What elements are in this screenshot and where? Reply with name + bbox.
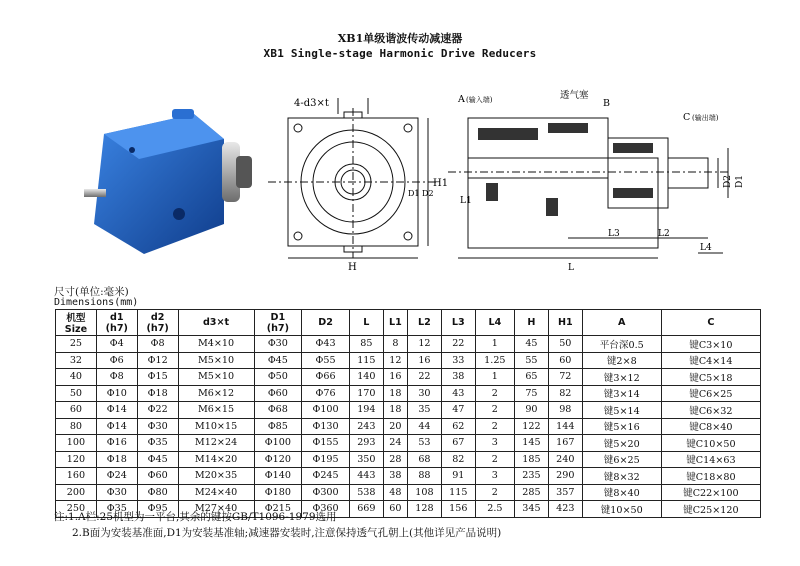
header-bottom: (h7)	[266, 322, 289, 334]
table-cell: 60	[548, 352, 582, 369]
table-cell: 键5×20	[582, 435, 661, 452]
table-cell: 194	[349, 402, 383, 419]
header-bottom: Size	[64, 324, 88, 335]
header-top: L4	[488, 317, 502, 328]
table-cell: 20	[383, 418, 407, 435]
table-cell: M10×15	[178, 418, 254, 435]
table-cell: 键C25×120	[661, 501, 760, 518]
table-cell: 144	[548, 418, 582, 435]
table-cell: 156	[441, 501, 475, 518]
table-header-cell	[383, 310, 407, 336]
header-top: D1	[270, 311, 286, 323]
table-cell: 25	[56, 336, 97, 353]
table-cell: 43	[441, 385, 475, 402]
header-top: d1	[110, 311, 124, 323]
table-row	[56, 336, 761, 353]
header-top: L1	[388, 317, 402, 328]
table-cell: Φ10	[96, 385, 137, 402]
table-cell: Φ195	[302, 451, 350, 468]
table-cell: Φ80	[137, 484, 178, 501]
header-bottom: (h7)	[105, 322, 128, 334]
side-dim-l1: L1	[460, 196, 472, 206]
table-cell: 键8×32	[582, 468, 661, 485]
table-cell: 键3×14	[582, 385, 661, 402]
table-cell: M6×12	[178, 385, 254, 402]
table-cell: 38	[441, 369, 475, 386]
table-cell: 键C6×32	[661, 402, 760, 419]
table-cell: Φ45	[254, 352, 302, 369]
table-row	[56, 484, 761, 501]
side-dim-l: L	[568, 263, 574, 273]
table-cell: Φ14	[96, 418, 137, 435]
table-cell: 293	[349, 435, 383, 452]
table-cell: 62	[441, 418, 475, 435]
table-cell: 50	[56, 385, 97, 402]
table-cell: 2	[475, 484, 514, 501]
table-cell: 键C22×100	[661, 484, 760, 501]
table-cell: Φ60	[254, 385, 302, 402]
table-header-cell	[441, 310, 475, 336]
table-header-cell	[407, 310, 441, 336]
table-cell: 108	[407, 484, 441, 501]
table-cell: 键C4×14	[661, 352, 760, 369]
table-row	[56, 435, 761, 452]
table-cell: 115	[349, 352, 383, 369]
table-cell: 2	[475, 451, 514, 468]
table-cell: 键8×40	[582, 484, 661, 501]
table-cell: 18	[383, 385, 407, 402]
table-cell: 22	[441, 336, 475, 353]
table-cell: Φ8	[96, 369, 137, 386]
table-header-cell	[137, 310, 178, 336]
table-cell: Φ100	[302, 402, 350, 419]
table-cell: 167	[548, 435, 582, 452]
table-cell: 122	[514, 418, 548, 435]
table-cell: Φ55	[302, 352, 350, 369]
table-cell: Φ30	[96, 484, 137, 501]
table-cell: 669	[349, 501, 383, 518]
table-row	[56, 468, 761, 485]
table-cell: 2.5	[475, 501, 514, 518]
table-header-cell	[475, 310, 514, 336]
table-cell: 38	[383, 468, 407, 485]
side-label-c: C	[683, 112, 691, 123]
dimensions-label-cn: 尺寸(单位:毫米)	[54, 286, 129, 298]
side-label-a: A	[458, 94, 465, 105]
table-cell: 250	[56, 501, 97, 518]
table-cell: Φ8	[137, 336, 178, 353]
table-cell: M14×20	[178, 451, 254, 468]
table-cell: 键C8×40	[661, 418, 760, 435]
table-header-cell	[514, 310, 548, 336]
table-cell: M24×40	[178, 484, 254, 501]
table-cell: 98	[548, 402, 582, 419]
table-cell: Φ24	[96, 468, 137, 485]
table-cell: 2	[475, 418, 514, 435]
table-cell: 键C14×63	[661, 451, 760, 468]
table-cell: 48	[383, 484, 407, 501]
table-cell: 键5×16	[582, 418, 661, 435]
table-cell: Φ100	[254, 435, 302, 452]
table-cell: 82	[441, 451, 475, 468]
table-cell: 345	[514, 501, 548, 518]
table-cell: 22	[407, 369, 441, 386]
table-cell: Φ16	[96, 435, 137, 452]
table-cell: Φ6	[96, 352, 137, 369]
table-cell: Φ360	[302, 501, 350, 518]
table-cell: Φ50	[254, 369, 302, 386]
table-cell: 16	[383, 369, 407, 386]
front-dim-h1: H1	[433, 178, 448, 189]
table-header-cell	[661, 310, 760, 336]
table-cell: Φ180	[254, 484, 302, 501]
side-label-b: B	[603, 98, 610, 109]
table-cell: 2	[475, 385, 514, 402]
table-cell: Φ18	[137, 385, 178, 402]
table-cell: 100	[56, 435, 97, 452]
table-cell: 200	[56, 484, 97, 501]
header-top: 机型	[66, 313, 86, 324]
table-row	[56, 451, 761, 468]
table-header-cell	[548, 310, 582, 336]
table-cell: 35	[407, 402, 441, 419]
front-view-drawing	[268, 88, 448, 278]
table-cell: Φ30	[254, 336, 302, 353]
table-cell: 243	[349, 418, 383, 435]
table-cell: 88	[407, 468, 441, 485]
table-cell: M5×10	[178, 352, 254, 369]
header-top: d2	[150, 311, 165, 323]
table-cell: 1	[475, 336, 514, 353]
table-cell: Φ4	[96, 336, 137, 353]
table-cell: Φ95	[137, 501, 178, 518]
table-cell: Φ120	[254, 451, 302, 468]
table-cell: Φ85	[254, 418, 302, 435]
table-cell: M12×24	[178, 435, 254, 452]
table-cell: 423	[548, 501, 582, 518]
table-cell: 28	[383, 451, 407, 468]
table-cell: 33	[441, 352, 475, 369]
table-cell: 16	[407, 352, 441, 369]
header-top: H1	[557, 317, 573, 328]
table-cell: 键C6×25	[661, 385, 760, 402]
table-cell: M4×10	[178, 336, 254, 353]
title-cn: XB1单级谐波传动减速器	[337, 32, 463, 45]
table-cell: 120	[56, 451, 97, 468]
table-cell: 160	[56, 468, 97, 485]
title-en: XB1 Single-stage Harmonic Drive Reducers	[263, 47, 537, 60]
side-label-c-sub: (输出端)	[692, 114, 719, 122]
table-cell: 键2×8	[582, 352, 661, 369]
table-cell: Φ30	[137, 418, 178, 435]
front-hole-label: 4-d3×t	[294, 98, 329, 109]
header-top: H	[527, 317, 536, 328]
table-cell: 290	[548, 468, 582, 485]
header-top: d3×t	[202, 317, 230, 328]
side-dim-l4: L4	[700, 243, 712, 253]
table-cell: 47	[441, 402, 475, 419]
table-cell: Φ35	[96, 501, 137, 518]
table-cell: 68	[407, 451, 441, 468]
note-1: 注:1.A栏:25机型为一平台,其余的键按GB/T1096-1979选用	[54, 511, 337, 523]
table-cell: 30	[407, 385, 441, 402]
table-cell: Φ215	[254, 501, 302, 518]
table-cell: 键3×12	[582, 369, 661, 386]
table-cell: Φ140	[254, 468, 302, 485]
table-cell: 1	[475, 369, 514, 386]
table-cell: Φ245	[302, 468, 350, 485]
table-cell: 键6×25	[582, 451, 661, 468]
table-cell: 1.25	[475, 352, 514, 369]
table-cell: 185	[514, 451, 548, 468]
dimensions-table	[55, 309, 761, 518]
table-header-cell	[178, 310, 254, 336]
header-bottom: (h7)	[146, 322, 169, 334]
table-cell: 32	[56, 352, 97, 369]
table-cell: Φ12	[137, 352, 178, 369]
table-cell: 键5×14	[582, 402, 661, 419]
table-row	[56, 352, 761, 369]
side-dim-l2: L2	[658, 229, 670, 239]
table-cell: 2	[475, 402, 514, 419]
table-header-cell	[56, 310, 97, 336]
table-cell: 18	[383, 402, 407, 419]
table-cell: Φ22	[137, 402, 178, 419]
front-dim-h: H	[348, 262, 357, 273]
table-cell: 82	[548, 385, 582, 402]
header-top: L	[363, 317, 370, 328]
dimensions-label-en: Dimensions(mm)	[54, 297, 139, 308]
side-section-drawing	[448, 88, 748, 278]
table-cell: M20×35	[178, 468, 254, 485]
table-cell: Φ60	[137, 468, 178, 485]
table-cell: 350	[349, 451, 383, 468]
table-cell: 12	[407, 336, 441, 353]
table-cell: M6×15	[178, 402, 254, 419]
table-cell: 80	[56, 418, 97, 435]
table-cell: 3	[475, 435, 514, 452]
table-cell: 键C10×50	[661, 435, 760, 452]
table-cell: 45	[514, 336, 548, 353]
note-2: 2.B面为安装基准面,D1为安装基准轴;减速器安装时,注意保持透气孔朝上(其他详见产品说明)	[72, 527, 502, 539]
side-dim-l3: L3	[608, 229, 620, 239]
table-row	[56, 402, 761, 419]
table-row	[56, 385, 761, 402]
table-cell: 键10×50	[582, 501, 661, 518]
table-cell: 128	[407, 501, 441, 518]
table-cell: 24	[383, 435, 407, 452]
header-top: D2	[318, 317, 333, 328]
table-header-cell	[302, 310, 350, 336]
header-top: A	[618, 317, 626, 328]
table-header-cell	[96, 310, 137, 336]
table-cell: 键C5×18	[661, 369, 760, 386]
table-row	[56, 369, 761, 386]
table-cell: Φ43	[302, 336, 350, 353]
table-cell: 145	[514, 435, 548, 452]
table-cell: Φ76	[302, 385, 350, 402]
table-cell: Φ18	[96, 451, 137, 468]
table-cell: 53	[407, 435, 441, 452]
table-cell: 443	[349, 468, 383, 485]
header-top: C	[707, 317, 715, 328]
table-cell: 67	[441, 435, 475, 452]
side-label-a-sub: (输入端)	[466, 96, 493, 104]
front-dim-d: D1 D2	[408, 189, 434, 198]
table-cell: 平台深0.5	[582, 336, 661, 353]
table-row	[56, 418, 761, 435]
table-cell: 357	[548, 484, 582, 501]
header-top: L2	[418, 317, 431, 328]
table-cell: 538	[349, 484, 383, 501]
table-cell: 键C18×80	[661, 468, 760, 485]
table-cell: Φ15	[137, 369, 178, 386]
table-cell: 55	[514, 352, 548, 369]
table-cell: 60	[56, 402, 97, 419]
table-cell: 85	[349, 336, 383, 353]
table-cell: 240	[548, 451, 582, 468]
side-dim-d1: D1	[735, 175, 745, 188]
table-cell: 72	[548, 369, 582, 386]
table-cell: Φ155	[302, 435, 350, 452]
table-cell: 8	[383, 336, 407, 353]
table-cell: 235	[514, 468, 548, 485]
side-dim-d2: D2	[723, 175, 733, 188]
table-cell: Φ66	[302, 369, 350, 386]
table-cell: 50	[548, 336, 582, 353]
table-cell: 65	[514, 369, 548, 386]
table-cell: 12	[383, 352, 407, 369]
table-cell: Φ300	[302, 484, 350, 501]
table-header-cell	[349, 310, 383, 336]
table-cell: 140	[349, 369, 383, 386]
table-cell: Φ35	[137, 435, 178, 452]
table-cell: 40	[56, 369, 97, 386]
header-top: L3	[451, 317, 465, 328]
table-cell: Φ45	[137, 451, 178, 468]
table-cell: 285	[514, 484, 548, 501]
product-photo	[84, 104, 254, 259]
table-cell: M5×10	[178, 369, 254, 386]
table-cell: Φ130	[302, 418, 350, 435]
side-vent-label: 透气塞	[560, 90, 589, 101]
table-cell: 91	[441, 468, 475, 485]
table-cell: Φ68	[254, 402, 302, 419]
table-cell: 44	[407, 418, 441, 435]
table-cell: 60	[383, 501, 407, 518]
table-cell: M27×40	[178, 501, 254, 518]
table-cell: 170	[349, 385, 383, 402]
table-cell: 90	[514, 402, 548, 419]
table-cell: 75	[514, 385, 548, 402]
table-header-cell	[582, 310, 661, 336]
table-cell: Φ14	[96, 402, 137, 419]
table-cell: 115	[441, 484, 475, 501]
table-header-cell	[254, 310, 302, 336]
table-cell: 3	[475, 468, 514, 485]
table-cell: 键C3×10	[661, 336, 760, 353]
